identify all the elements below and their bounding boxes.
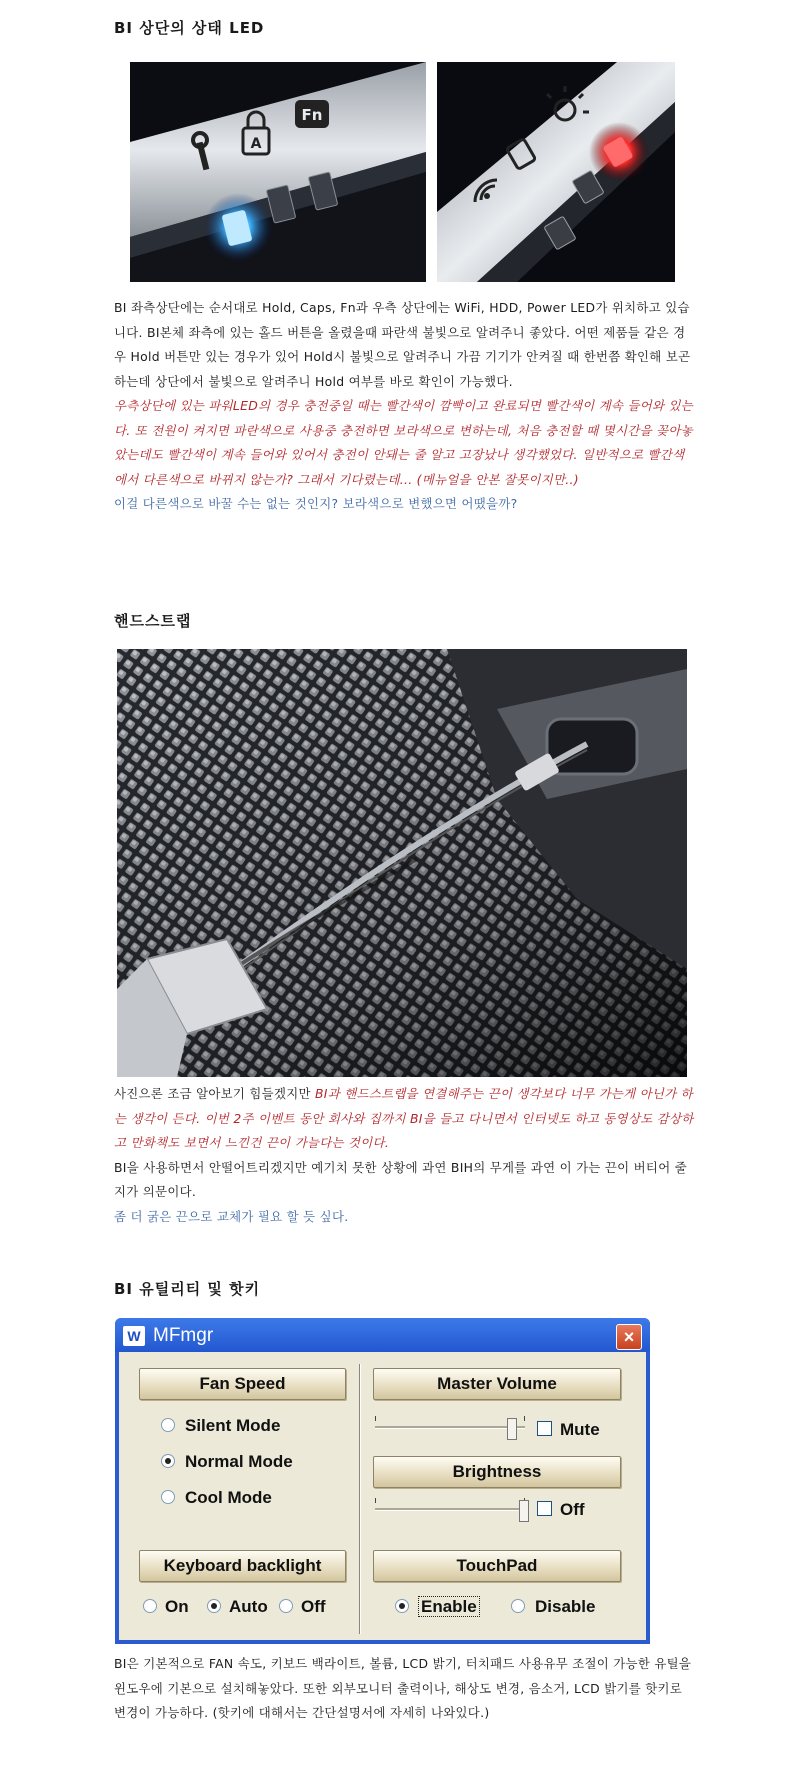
led-right-illustration: [437, 62, 675, 282]
strap-description-paragraph: [114, 1082, 694, 1156]
backlight-auto[interactable]: [207, 1597, 268, 1617]
fan-speed-button[interactable]: Fan Speed: [139, 1368, 346, 1400]
backlight-off-radio[interactable]: [279, 1599, 293, 1613]
backlight-auto-radio[interactable]: [207, 1599, 221, 1613]
brightness-off-option[interactable]: [537, 1500, 585, 1520]
strap-concern-paragraph: BI을 사용하면서 안떨어트리겠지만 예기치 못한 상황에 과연 BIH의 무게를 과연 이 가는 끈이 버티어 줄지가 의문이다.: [114, 1159, 687, 1199]
led-power-note-paragraph: 우측상단에 있는 파워LED의 경우 충전중일 때는 빨간색이 깜빡이고 완료되면 빨간색이 계속 들어와 있는다. 또 전원이 켜지면 파란색으로 사용중 충전하면 보라색으로 변하는데, 처음 충전할 때 몇시간을 꽂아놓았는데도 빨간색이 계속 들어와 있어서 충전이 안돼는 줄 알고 고장났나 생각했었다. 일반적으로 빨간색에서 다른색으로 바뀌지 않는가? 그래서 기다렸는데... (메뉴얼을 안본 잘못이지만..): [114, 398, 694, 487]
led-color-question-paragraph: 이걸 다른색으로 바꿀 수는 없는 것인지? 보라색으로 변했으면 어땠을까?: [114, 496, 518, 511]
panel-divider: [359, 1364, 361, 1634]
fan-silent-label: Silent Mode: [185, 1416, 281, 1435]
strap-suggestion-paragraph: 좀 더 굵은 끈으로 교체가 필요 할 듯 싶다.: [114, 1208, 349, 1224]
section1-text: [114, 296, 694, 517]
touchpad-button[interactable]: TouchPad: [373, 1550, 621, 1582]
brightness-off-label: Off: [560, 1500, 585, 1519]
backlight-on-label: On: [165, 1597, 189, 1616]
fan-cool-label: Cool Mode: [185, 1488, 272, 1507]
mfmgr-window: [115, 1318, 650, 1644]
caps-key-letter: A: [250, 136, 262, 152]
fan-normal-radio[interactable]: [161, 1454, 175, 1468]
mfmgr-client-area: [119, 1352, 646, 1640]
volume-slider[interactable]: [375, 1416, 525, 1438]
backlight-off-label: Off: [301, 1597, 326, 1616]
fan-normal-label: Normal Mode: [185, 1452, 293, 1471]
fan-cool-radio[interactable]: [161, 1490, 175, 1504]
led-left-illustration: [130, 62, 426, 282]
touchpad-disable[interactable]: [511, 1597, 595, 1617]
brightness-slider[interactable]: [375, 1498, 525, 1520]
utility-description-paragraph: BI은 기본적으로 FAN 속도, 키보드 백라이트, 볼륨, LCD 밝기, 터치패드 사용유무 조절이 가능한 유틸을 윈도우에 기본으로 설치해놓았다. 또한 외부모니터 출력이나, 해상도 변경, 음소거, LCD 밝기를 핫키로 변경이 가능하다. (핫키에 대해서는 간단설명서에 자세히 나와있다.): [114, 1656, 692, 1720]
brightness-slider-thumb[interactable]: [519, 1500, 529, 1522]
section-heading-status-led: BI 상단의 상태 LED: [114, 19, 265, 37]
touchpad-disable-label: Disable: [535, 1597, 596, 1616]
hand-strap-illustration: [117, 649, 687, 1077]
mute-option[interactable]: [537, 1420, 600, 1440]
section3-text: [114, 1652, 694, 1726]
backlight-on[interactable]: [143, 1597, 189, 1617]
fn-key-label: Fn: [301, 106, 323, 124]
touchpad-enable-radio[interactable]: [395, 1599, 409, 1613]
backlight-on-radio[interactable]: [143, 1599, 157, 1613]
strap-description-highlight: BI과 핸드스트랩을 연결해주는 끈이 생각보다 너무 가는게 아닌가 하는 생각이 든다. 이번 2주 이벤트 동안 회사와 집까지 BI을 들고 다니면서 인터넷도 하고 동영상도 감상하고 만화책도 보면서 느낀건 끈이 가늘다는 것이다.: [114, 1086, 694, 1150]
touchpad-disable-radio[interactable]: [511, 1599, 525, 1613]
brightness-off-checkbox[interactable]: [537, 1501, 552, 1516]
mute-checkbox[interactable]: [537, 1421, 552, 1436]
backlight-off[interactable]: [279, 1597, 326, 1617]
mfmgr-app-icon: W: [123, 1326, 145, 1346]
photo-hand-strap: [117, 649, 687, 1077]
master-volume-button[interactable]: Master Volume: [373, 1368, 621, 1400]
mfmgr-title: MFmgr: [153, 1325, 214, 1346]
mute-label: Mute: [560, 1420, 600, 1439]
strap-description-lead: 사진으론 조금 알아보기 힘들겠지만: [114, 1086, 315, 1101]
close-button[interactable]: ×: [616, 1324, 642, 1350]
led-description-paragraph: BI 좌측상단에는 순서대로 Hold, Caps, Fn과 우측 상단에는 WiFi, HDD, Power LED가 위치하고 있습니다. BI본체 좌측에 있는 홀드 버튼을 올렸을때 파란색 불빛으로 알려주니 좋았다. 어떤 제품들 같은 경우 Hold 버튼만 있는 경우가 있어 Hold시 불빛으로 알려주니 가끔 기기가 안켜질 때 한번쯤 확인해 보곤 하는데 상단에서 불빛으로 알려주니 Hold 여부를 바로 확인이 가능했다.: [114, 300, 691, 389]
fan-mode-normal[interactable]: [161, 1452, 293, 1472]
section-heading-utility-hotkey: BI 유틸리티 및 핫키: [114, 1280, 261, 1298]
backlight-auto-label: Auto: [229, 1597, 268, 1616]
photo-right-led-wifi-hdd-power: [437, 62, 675, 282]
section-heading-hand-strap: 핸드스트랩: [114, 612, 192, 630]
keyboard-backlight-button[interactable]: Keyboard backlight: [139, 1550, 346, 1582]
volume-slider-thumb[interactable]: [507, 1418, 517, 1440]
fan-mode-cool[interactable]: [161, 1488, 272, 1508]
brightness-button[interactable]: Brightness: [373, 1456, 621, 1488]
fan-mode-silent[interactable]: [161, 1416, 280, 1436]
photo-left-led-hold-caps-fn: [130, 62, 426, 282]
fan-silent-radio[interactable]: [161, 1418, 175, 1432]
section2-text: [114, 1082, 694, 1229]
touchpad-enable[interactable]: [395, 1597, 479, 1617]
touchpad-enable-label: Enable: [421, 1597, 477, 1616]
mfmgr-titlebar[interactable]: [115, 1318, 650, 1352]
